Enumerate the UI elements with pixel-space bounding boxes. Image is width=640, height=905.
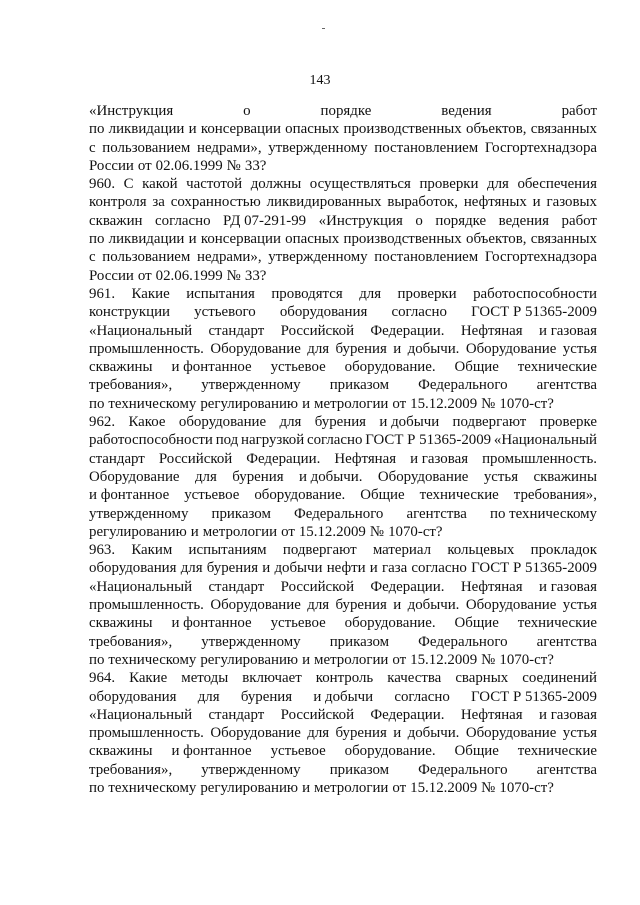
text-word: испытания xyxy=(186,285,255,302)
text-word: и xyxy=(393,725,402,742)
text-word: прокладок xyxy=(530,542,597,559)
text-word: для xyxy=(180,560,203,577)
text-word: промышленность. xyxy=(89,340,204,357)
text-word: стандарт xyxy=(208,322,265,339)
text-word: оборудование. xyxy=(344,615,436,632)
text-word: России xyxy=(89,157,134,174)
text-line xyxy=(89,358,597,376)
text-word: добычи. xyxy=(407,340,460,357)
text-word: работоспособности xyxy=(473,285,597,302)
text-word: 15.12.2009 xyxy=(410,395,478,412)
text-word: и фонтанное xyxy=(171,359,252,376)
text-word: включает xyxy=(242,670,302,687)
text-word: России xyxy=(89,267,134,284)
text-word: оборудование. xyxy=(344,743,436,760)
text-word: устьевое xyxy=(270,743,326,760)
text-word: техническому xyxy=(108,779,197,796)
text-line xyxy=(89,413,597,431)
text-word: сохранностью xyxy=(170,194,261,211)
document-body xyxy=(89,102,597,797)
text-word: ликвидации xyxy=(108,231,185,248)
text-word: Нефтяная xyxy=(460,706,523,723)
text-line xyxy=(89,322,597,340)
text-word: Каким xyxy=(131,542,173,559)
text-word: метрологии xyxy=(314,779,389,796)
text-word: 33? xyxy=(244,157,267,174)
text-word: скважины xyxy=(533,468,597,485)
text-line xyxy=(89,157,597,175)
text-word: ликвидированных xyxy=(266,194,382,211)
text-word: 1070-ст? xyxy=(499,651,554,668)
text-word: связанных xyxy=(530,231,597,248)
text-line xyxy=(89,285,597,303)
text-word: контроля xyxy=(89,194,147,211)
text-word: № xyxy=(481,395,496,412)
text-word: Российской xyxy=(280,578,355,595)
text-word: Госгортехнадзора xyxy=(484,139,597,156)
text-word: бурения xyxy=(335,597,387,614)
text-line xyxy=(89,139,597,157)
text-word: требования», xyxy=(89,377,173,394)
text-word: проводятся xyxy=(271,285,343,302)
text-word: Какие xyxy=(131,285,170,302)
text-word: частотой xyxy=(186,176,243,193)
text-line xyxy=(89,706,597,724)
text-word: «Инструкция xyxy=(89,103,174,119)
text-word: 15.12.2009 xyxy=(410,651,478,668)
text-word: и xyxy=(302,779,311,796)
text-word: газовых xyxy=(546,194,597,211)
text-word: и фонтанное xyxy=(171,743,252,760)
text-word: от xyxy=(137,267,152,284)
text-word: утвержденному xyxy=(201,377,301,394)
text-word: под xyxy=(215,432,239,449)
text-word: устья xyxy=(483,468,519,485)
text-word: подвергают xyxy=(282,542,357,559)
text-word: 33? xyxy=(244,267,267,284)
text-word: порядке xyxy=(320,103,372,119)
text-word: техническому xyxy=(108,395,197,412)
text-word: для xyxy=(359,285,382,302)
text-word: по xyxy=(89,395,105,412)
text-word: № xyxy=(481,651,496,668)
text-word: Общие xyxy=(360,487,405,504)
text-word: регулированию xyxy=(200,779,299,796)
text-word: промышленность. xyxy=(89,597,204,614)
text-word: конструкции xyxy=(89,304,171,321)
text-word: от xyxy=(281,523,295,540)
text-word: устьевое xyxy=(184,487,240,504)
text-word: агентства xyxy=(536,761,597,778)
text-word: требования», xyxy=(89,761,173,778)
text-word: испытаниям xyxy=(188,542,267,559)
text-word: Общие xyxy=(454,359,499,376)
text-word: добычи xyxy=(274,560,323,577)
text-word: работ xyxy=(561,212,597,229)
text-word: по техническому xyxy=(489,505,597,522)
text-word: Федерации. xyxy=(370,578,445,595)
text-word: оборудование. xyxy=(344,359,436,376)
text-word: № xyxy=(481,779,496,796)
text-word: № xyxy=(226,157,241,174)
text-word: устья xyxy=(562,597,597,614)
text-word: метрологии xyxy=(314,395,389,412)
text-word: обеспечения xyxy=(517,176,597,193)
text-word: и xyxy=(393,340,402,357)
text-word: Федерального xyxy=(418,633,508,650)
text-word: нагрузкой xyxy=(241,432,305,449)
text-word: устьевого xyxy=(194,304,256,321)
text-word: Нефтяная xyxy=(460,322,523,339)
text-word: соединений xyxy=(522,670,597,687)
text-word: «Национальный xyxy=(89,706,193,723)
text-word: за xyxy=(152,194,165,211)
text-word: скважины xyxy=(89,359,153,376)
text-word: объектов, xyxy=(466,121,527,138)
text-word: № xyxy=(226,267,241,284)
text-word: оборудование. xyxy=(254,487,346,504)
text-word: «Инструкция xyxy=(318,212,403,229)
text-word: 15.12.2009 xyxy=(410,779,478,796)
text-line xyxy=(89,688,597,706)
text-word: устья xyxy=(562,340,597,357)
text-word: постановлением xyxy=(374,139,479,156)
text-word: производственных xyxy=(343,121,462,138)
text-word: «Национальный xyxy=(493,432,597,449)
text-word: и газовая xyxy=(410,450,469,467)
text-word: от xyxy=(392,651,407,668)
text-word: добычи. xyxy=(407,597,460,614)
text-word: техническому xyxy=(108,651,197,668)
text-word: 1070-ст? xyxy=(388,523,443,540)
text-line xyxy=(89,559,597,577)
text-line xyxy=(89,468,597,486)
text-line xyxy=(89,450,597,468)
text-word: оборудования xyxy=(89,560,177,577)
text-line xyxy=(89,248,597,266)
text-line xyxy=(89,431,597,449)
text-word: оборудования xyxy=(279,304,368,321)
text-word: устья xyxy=(562,725,597,742)
text-word: проверки xyxy=(397,285,457,302)
text-line xyxy=(89,175,597,193)
text-line xyxy=(89,340,597,358)
text-word: Российской xyxy=(280,322,355,339)
text-word: Нефтяная xyxy=(334,450,397,467)
text-word: скважин xyxy=(89,212,143,229)
text-word: агентства xyxy=(406,505,467,522)
text-word: о xyxy=(243,103,251,119)
text-word: и добычи xyxy=(313,688,374,705)
text-word: сварных xyxy=(455,670,509,687)
text-word: утвержденному xyxy=(268,139,368,156)
text-word: приказом xyxy=(329,377,390,394)
text-word: недрами», xyxy=(196,139,262,156)
text-word: для xyxy=(307,597,330,614)
text-word: оборудование xyxy=(178,414,267,431)
text-word: и xyxy=(302,651,311,668)
text-word: порядке xyxy=(435,212,487,229)
text-line xyxy=(89,212,597,230)
text-word: и фонтанное xyxy=(171,615,252,632)
text-word: промышленность. xyxy=(89,725,204,742)
text-word: Российской xyxy=(158,450,233,467)
text-line xyxy=(89,523,597,541)
text-word: работоспособности xyxy=(89,432,213,449)
text-line xyxy=(89,395,597,413)
text-word: Оборудование xyxy=(210,725,301,742)
text-word: «Национальный xyxy=(89,322,193,339)
text-word: метрологии xyxy=(202,523,278,540)
text-word: Нефтяная xyxy=(460,578,523,595)
text-word: технические xyxy=(419,487,499,504)
text-word: метрологии xyxy=(314,651,389,668)
text-line xyxy=(89,376,597,394)
text-word: требования», xyxy=(513,487,597,504)
text-word: регулированию xyxy=(200,651,299,668)
text-word: и добычи xyxy=(379,414,440,431)
text-word: 961. xyxy=(89,285,116,302)
text-word: консервации xyxy=(200,231,281,248)
text-line xyxy=(89,633,597,651)
text-word: выработок, xyxy=(387,194,458,211)
text-word: для xyxy=(487,176,509,193)
text-word: какой xyxy=(142,176,178,193)
text-word: 960. xyxy=(89,176,116,193)
text-word: Общие xyxy=(454,743,499,760)
text-line xyxy=(89,193,597,211)
text-word: технические xyxy=(517,615,597,632)
text-word: ГОСТ Р 51365-2009 xyxy=(471,560,597,577)
text-word: ГОСТ Р 51365-2009 xyxy=(471,688,597,705)
text-word: согласно xyxy=(391,304,447,321)
scan-mark xyxy=(322,28,325,29)
text-word: работ xyxy=(561,103,597,119)
text-word: для xyxy=(197,688,220,705)
text-word: скважины xyxy=(89,743,153,760)
text-word: должны xyxy=(250,176,302,193)
text-word: объектов, xyxy=(466,231,527,248)
text-word: качества xyxy=(387,670,442,687)
text-word: 15.12.2009 xyxy=(298,523,366,540)
text-word: стандарт xyxy=(89,450,145,467)
text-word: методы xyxy=(181,670,229,687)
text-word: нефти xyxy=(326,560,366,577)
text-word: контроль xyxy=(315,670,374,687)
text-word: агентства xyxy=(536,633,597,650)
text-word: и фонтанное xyxy=(89,487,170,504)
text-word: Оборудование xyxy=(465,597,557,614)
text-word: и xyxy=(532,194,541,211)
text-line xyxy=(89,303,597,321)
text-word: Федерации. xyxy=(370,322,445,339)
text-word: и xyxy=(188,231,197,248)
text-word: проверке xyxy=(539,414,597,431)
text-line xyxy=(89,230,597,248)
text-word: технические xyxy=(517,359,597,376)
text-word: устьевое xyxy=(270,615,326,632)
text-word: согласно xyxy=(411,560,467,577)
text-word: бурения xyxy=(335,340,387,357)
text-word: и газовая xyxy=(539,322,597,339)
text-word: бурения xyxy=(314,414,367,431)
text-word: Оборудование xyxy=(465,340,557,357)
text-word: технические xyxy=(517,743,597,760)
text-word: о xyxy=(415,212,423,229)
text-word: стандарт xyxy=(208,578,265,595)
text-word: утвержденному xyxy=(268,249,368,266)
text-word: опасных xyxy=(285,121,340,138)
text-word: ведения xyxy=(498,212,549,229)
text-line xyxy=(89,596,597,614)
text-word: для xyxy=(307,725,330,742)
text-word: 962. xyxy=(89,414,116,431)
text-word: 1070-ст? xyxy=(499,779,554,796)
text-word: Оборудование xyxy=(89,468,180,485)
text-word: и xyxy=(262,560,271,577)
text-word: агентства xyxy=(536,377,597,394)
text-line xyxy=(89,742,597,760)
text-word: недрами», xyxy=(196,249,262,266)
text-word: и газовая xyxy=(539,706,597,723)
text-word: ведения xyxy=(441,103,492,119)
text-word: опасных xyxy=(285,231,340,248)
text-word: производственных xyxy=(343,231,462,248)
text-word: приказом xyxy=(211,505,271,522)
text-word: ликвидации xyxy=(108,121,185,138)
text-word: согласно xyxy=(306,432,363,449)
text-line xyxy=(89,578,597,596)
text-line xyxy=(89,669,597,687)
text-word: ГОСТ Р 51365-2009 xyxy=(365,432,492,449)
text-word: и xyxy=(369,560,378,577)
text-word: от xyxy=(392,779,407,796)
text-word: связанных xyxy=(530,121,597,138)
text-word: РД 07-291-99 xyxy=(223,212,307,229)
text-word: утвержденному xyxy=(89,505,189,522)
page-number: 143 xyxy=(309,73,331,88)
text-word: подвергают xyxy=(452,414,527,431)
text-word: Какое xyxy=(128,414,166,431)
text-word: устьевое xyxy=(270,359,326,376)
text-word: согласно xyxy=(155,212,211,229)
text-word: регулированию xyxy=(200,395,299,412)
text-word: с xyxy=(89,139,96,156)
text-line xyxy=(89,267,597,285)
text-line xyxy=(89,486,597,504)
text-word: бурения xyxy=(335,725,387,742)
text-word: и xyxy=(393,597,402,614)
text-word: постановлением xyxy=(374,249,479,266)
text-word: согласно xyxy=(394,688,450,705)
text-word: для xyxy=(194,468,217,485)
text-line xyxy=(89,614,597,632)
text-word: 02.06.1999 xyxy=(155,267,223,284)
text-word: по xyxy=(89,779,105,796)
text-word: оборудования xyxy=(89,688,177,705)
text-word: стандарт xyxy=(208,706,265,723)
text-word: ГОСТ Р 51365-2009 xyxy=(471,304,597,321)
text-word: утвержденному xyxy=(201,761,301,778)
text-word: Оборудование xyxy=(377,468,469,485)
text-line xyxy=(89,541,597,559)
text-word: с xyxy=(89,249,96,266)
text-word: Федерального xyxy=(294,505,384,522)
text-word: Какие xyxy=(129,670,168,687)
text-word: С xyxy=(123,176,134,193)
text-word: и добычи. xyxy=(298,468,363,485)
text-word: скважины xyxy=(89,615,153,632)
text-word: по xyxy=(89,651,105,668)
text-line xyxy=(89,102,597,120)
text-word: газа xyxy=(381,560,408,577)
text-word: по xyxy=(89,121,105,138)
text-line xyxy=(89,651,597,669)
text-word: бурения xyxy=(240,688,293,705)
text-word: консервации xyxy=(200,121,281,138)
text-word: № xyxy=(369,523,385,540)
text-word: нефтяных xyxy=(463,194,527,211)
text-word: по xyxy=(89,231,105,248)
text-word: Госгортехнадзора xyxy=(484,249,597,266)
text-line xyxy=(89,120,597,138)
text-word: и газовая xyxy=(539,578,597,595)
text-word: для xyxy=(307,340,330,357)
text-line xyxy=(89,779,597,797)
text-word: Оборудование xyxy=(210,597,301,614)
text-word: приказом xyxy=(329,633,390,650)
text-word: 963. xyxy=(89,542,116,559)
text-line xyxy=(89,505,597,523)
text-word: «Национальный xyxy=(89,578,193,595)
text-word: Оборудование xyxy=(465,725,557,742)
text-word: утвержденному xyxy=(201,633,301,650)
text-word: кольцевых xyxy=(447,542,515,559)
text-word: 964. xyxy=(89,670,116,687)
text-word: Федерального xyxy=(418,761,508,778)
text-word: 1070-ст? xyxy=(499,395,554,412)
text-word: от xyxy=(137,157,152,174)
text-word: бурения xyxy=(206,560,259,577)
text-line xyxy=(89,761,597,779)
text-word: бурения xyxy=(232,468,284,485)
text-line xyxy=(89,724,597,742)
text-word: добычи. xyxy=(407,725,460,742)
text-word: и xyxy=(190,523,199,540)
text-word: промышленность. xyxy=(482,450,597,467)
text-word: материал xyxy=(372,542,432,559)
text-word: и xyxy=(302,395,311,412)
text-word: регулированию xyxy=(89,523,187,540)
text-word: осуществляться xyxy=(309,176,411,193)
text-word: приказом xyxy=(329,761,390,778)
text-word: и xyxy=(188,121,197,138)
text-word: 02.06.1999 xyxy=(155,157,223,174)
text-word: Общие xyxy=(454,615,499,632)
text-word: от xyxy=(392,395,407,412)
text-word: Федерального xyxy=(418,377,508,394)
text-word: проверки xyxy=(419,176,479,193)
text-word: пользованием xyxy=(102,139,191,156)
text-word: для xyxy=(279,414,302,431)
text-word: Российской xyxy=(280,706,355,723)
text-word: Оборудование xyxy=(210,340,301,357)
text-word: Федерации. xyxy=(370,706,445,723)
text-word: Федерации. xyxy=(246,450,321,467)
text-word: пользованием xyxy=(102,249,191,266)
text-word: требования», xyxy=(89,633,173,650)
